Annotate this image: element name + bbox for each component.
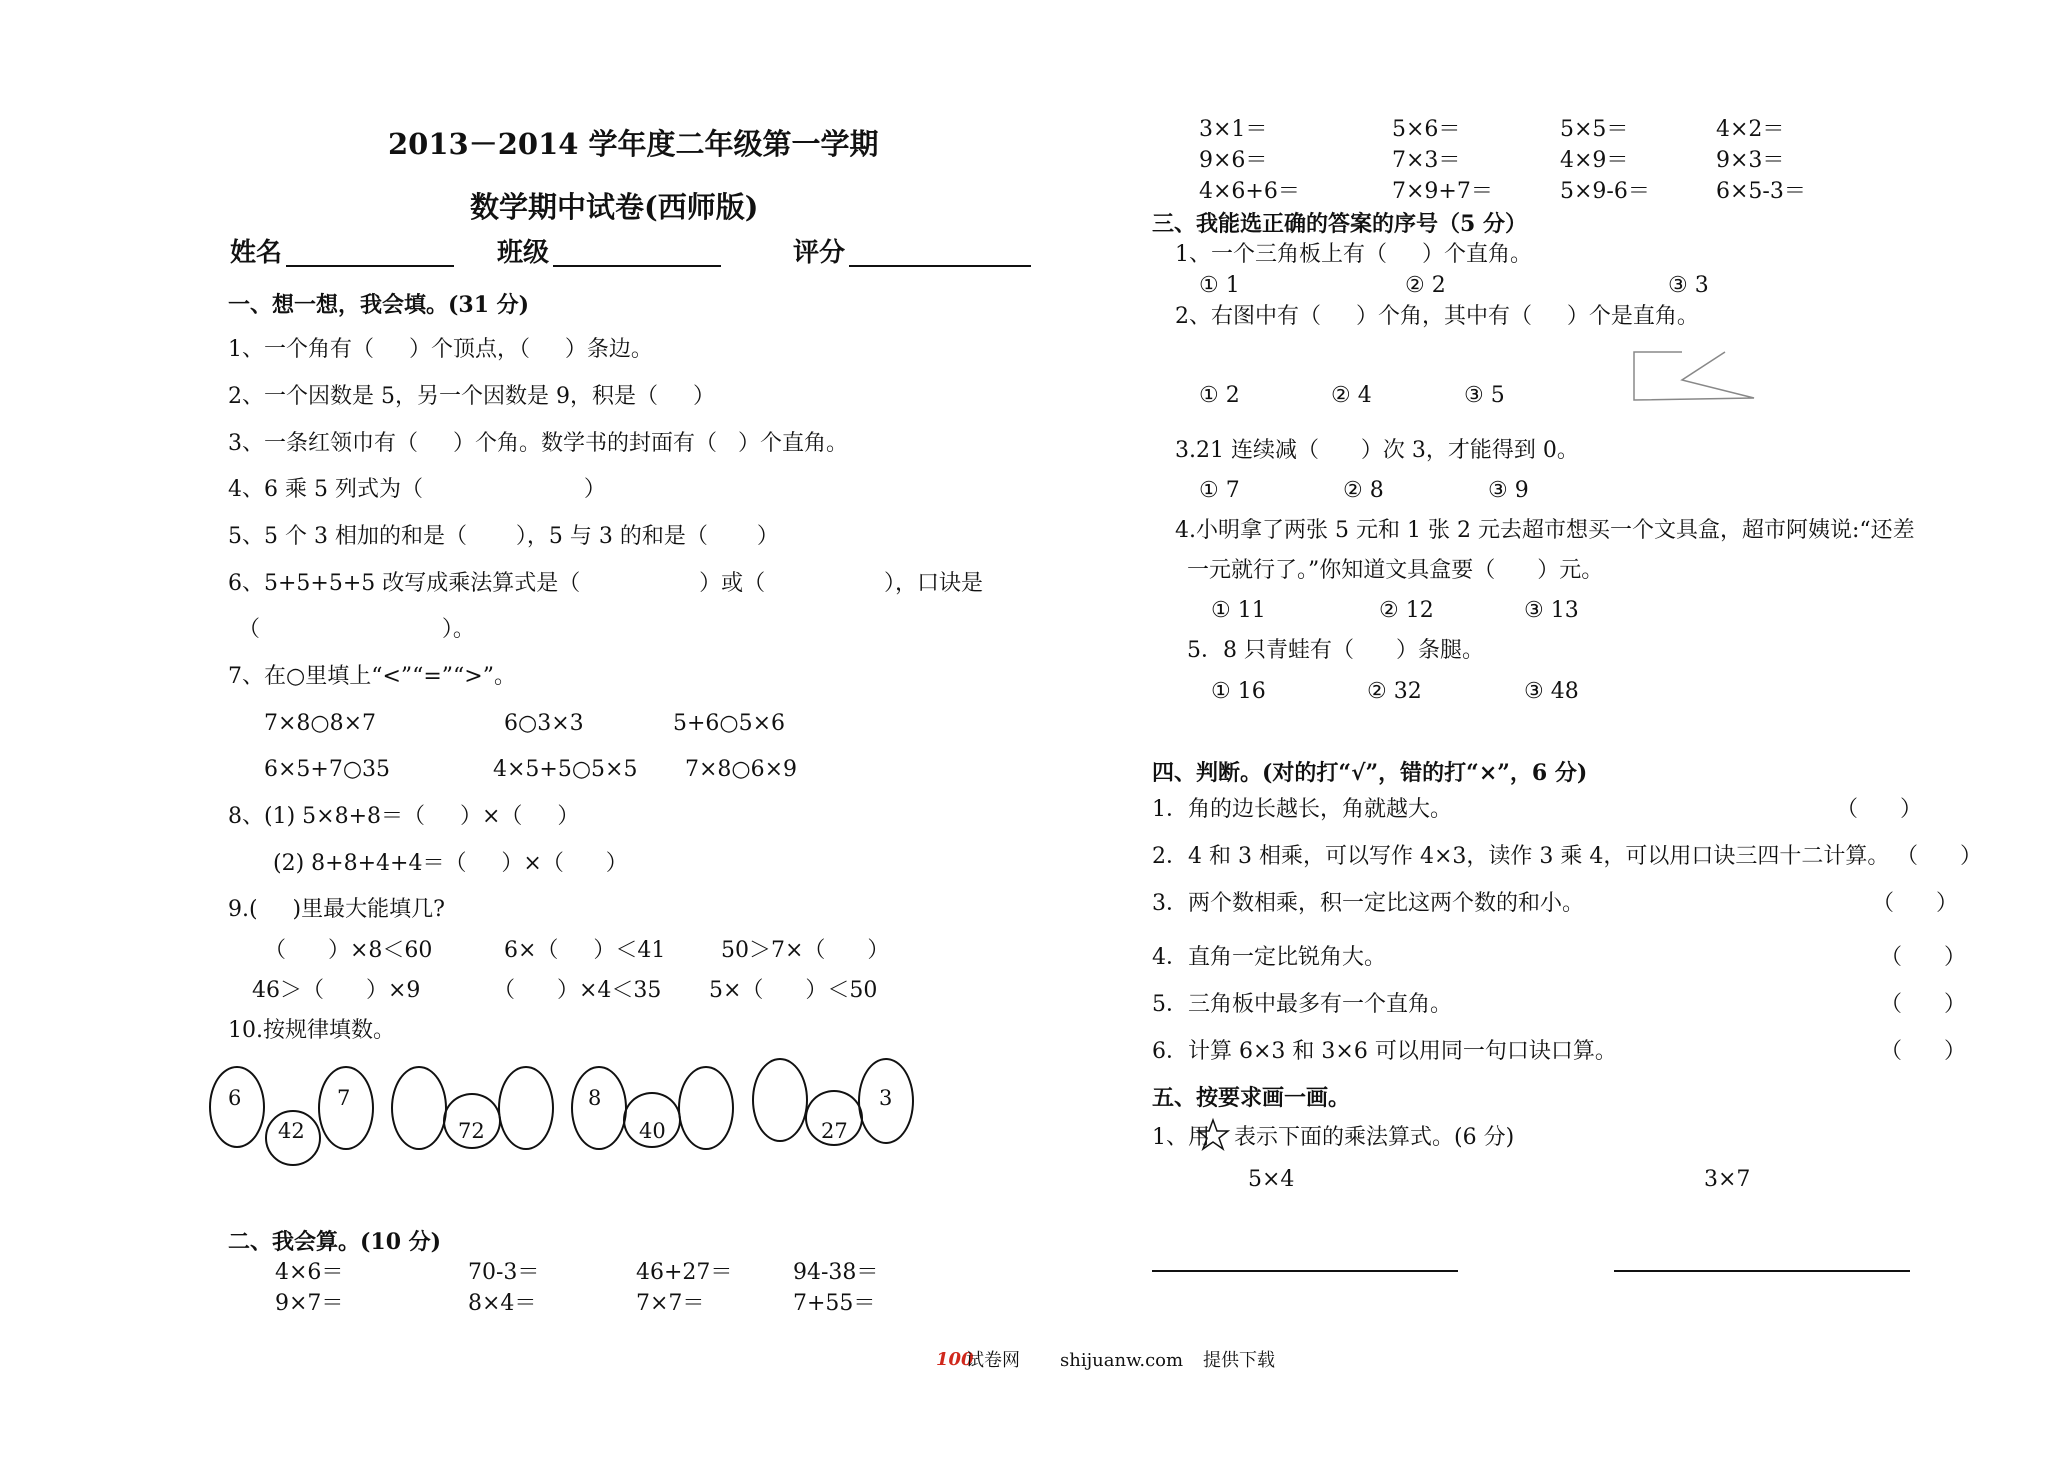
- compare-item: 6○3×3: [504, 711, 584, 736]
- judge-item: 1．角的边长越长，角就越大。: [1152, 797, 1452, 822]
- pattern-oval[interactable]: [498, 1066, 554, 1150]
- option: ① 2: [1199, 383, 1240, 408]
- compare-item: 4×5+5○5×5: [493, 757, 638, 782]
- judge-item: 6．计算 6×3 和 3×6 可以用同一句口诀口算。: [1152, 1039, 1617, 1064]
- title-line-2: 数学期中试卷(西师版): [470, 190, 759, 224]
- s5-question-1-pre: 1、用: [1152, 1125, 1210, 1150]
- score-blank[interactable]: [849, 265, 1031, 267]
- calc-item: 7×9+7＝: [1392, 179, 1493, 204]
- option: ③ 5: [1464, 383, 1505, 408]
- fill-max-item: 5×（ ）＜50: [709, 978, 878, 1003]
- draw-expression: 5×4: [1248, 1167, 1295, 1192]
- s1-question-6-cont: （ ）。: [238, 617, 475, 642]
- star-icon: [1196, 1118, 1230, 1152]
- pattern-value: 7: [337, 1086, 351, 1110]
- draw-answer-line[interactable]: [1614, 1270, 1910, 1272]
- option: ② 32: [1367, 679, 1422, 704]
- judge-item: 5．三角板中最多有一个直角。: [1152, 992, 1452, 1017]
- calc-item: 8×4＝: [468, 1291, 537, 1316]
- calc-item: 46+27＝: [636, 1260, 733, 1285]
- s3-question-4: 4.小明拿了两张 5 元和 1 张 2 元去超市想买一个文具盒，超市阿姨说:“还差: [1175, 518, 1915, 543]
- calc-item: 4×2＝: [1716, 117, 1785, 142]
- class-label: 班级: [497, 238, 550, 268]
- fill-max-item: 50＞7×（ ）: [721, 938, 890, 963]
- option: ① 11: [1211, 598, 1266, 623]
- section-5-heading: 五、按要求画一画。: [1152, 1085, 1351, 1111]
- calc-item: 9×3＝: [1716, 148, 1785, 173]
- pattern-oval[interactable]: [752, 1058, 808, 1142]
- calc-item: 5×5＝: [1560, 117, 1629, 142]
- angle-figure: [1632, 350, 1762, 402]
- s1-question-10: 10.按规律填数。: [228, 1018, 395, 1043]
- pattern-oval[interactable]: [391, 1066, 447, 1150]
- fill-max-item: （ ）×8＜60: [264, 938, 433, 963]
- calc-item: 9×7＝: [275, 1291, 344, 1316]
- judge-answer-blank[interactable]: （ ）: [1880, 945, 1966, 970]
- option: ② 8: [1343, 478, 1384, 503]
- option: ③ 13: [1524, 598, 1579, 623]
- judge-answer-blank[interactable]: （ ）: [1880, 992, 1966, 1017]
- s3-question-5: 5．8 只青蛙有（ ）条腿。: [1187, 638, 1484, 663]
- pattern-value: 42: [278, 1119, 305, 1143]
- calc-item: 6×5-3＝: [1716, 179, 1806, 204]
- calc-item: 7×3＝: [1392, 148, 1461, 173]
- section-2-heading: 二、我会算。(10 分): [228, 1229, 442, 1255]
- option: ③ 48: [1524, 679, 1579, 704]
- pattern-value: 27: [821, 1119, 848, 1143]
- option: ② 4: [1331, 383, 1372, 408]
- section-3-heading: 三、我能选正确的答案的序号（5 分）: [1152, 211, 1527, 237]
- compare-item: 7×8○6×9: [685, 757, 798, 782]
- draw-answer-line[interactable]: [1152, 1270, 1458, 1272]
- download-note: 提供下载: [1203, 1350, 1275, 1371]
- s1-question-7: 7、在○里填上“<”“=”“>”。: [228, 664, 516, 689]
- s1-question-4: 4、6 乘 5 列式为（ ）: [228, 477, 606, 502]
- s5-question-1-post: 表示下面的乘法算式。(6 分): [1234, 1125, 1515, 1150]
- name-blank[interactable]: [286, 265, 454, 267]
- title-line-1: 2013－2014 学年度二年级第一学期: [388, 127, 879, 161]
- option: ③ 9: [1488, 478, 1529, 503]
- s3-question-3: 3.21 连续减（ ）次 3，才能得到 0。: [1175, 438, 1579, 463]
- judge-answer-blank[interactable]: （ ）: [1880, 1039, 1966, 1064]
- site-url[interactable]: shijuanw.com: [1060, 1350, 1184, 1371]
- s1-question-6: 6、5+5+5+5 改写成乘法算式是（ ）或（ ），口诀是: [228, 571, 984, 596]
- s1-question-8a: 8、(1) 5×8+8＝（ ）×（ ）: [228, 804, 580, 829]
- calc-item: 3×1＝: [1199, 117, 1268, 142]
- pattern-value: 6: [228, 1086, 242, 1110]
- site-logo: 100: [936, 1349, 974, 1370]
- pattern-oval[interactable]: [678, 1066, 734, 1150]
- judge-item: 2．4 和 3 相乘，可以写作 4×3，读作 3 乘 4，可以用口诀三四十二计算。: [1152, 844, 1890, 869]
- judge-answer-blank[interactable]: （ ）: [1896, 844, 1982, 869]
- option: ① 7: [1199, 478, 1240, 503]
- calc-item: 9×6＝: [1199, 148, 1268, 173]
- pattern-value: 8: [588, 1086, 602, 1110]
- judge-answer-blank[interactable]: （ ）: [1836, 797, 1922, 822]
- judge-answer-blank[interactable]: （ ）: [1872, 891, 1958, 916]
- calc-item: 70-3＝: [468, 1260, 540, 1285]
- calc-item: 4×6+6＝: [1199, 179, 1300, 204]
- s1-question-8b: (2) 8+8+4+4＝（ ）×（ ）: [273, 851, 628, 876]
- pattern-value: 72: [458, 1119, 485, 1143]
- option: ③ 3: [1668, 273, 1709, 298]
- fill-max-item: 46＞（ ）×9: [252, 978, 421, 1003]
- option: ② 2: [1405, 273, 1446, 298]
- calc-item: 4×9＝: [1560, 148, 1629, 173]
- calc-item: 7×7＝: [636, 1291, 705, 1316]
- calc-item: 7+55＝: [793, 1291, 876, 1316]
- calc-item: 94-38＝: [793, 1260, 879, 1285]
- pattern-value: 3: [879, 1086, 893, 1110]
- calc-item: 5×6＝: [1392, 117, 1461, 142]
- s1-question-5: 5、5 个 3 相加的和是（ ），5 与 3 的和是（ ）: [228, 524, 779, 549]
- s3-question-1: 1、一个三角板上有（ ）个直角。: [1175, 242, 1532, 267]
- calc-item: 5×9-6＝: [1560, 179, 1650, 204]
- option: ② 12: [1379, 598, 1434, 623]
- draw-expression: 3×7: [1704, 1167, 1751, 1192]
- pattern-value: 40: [639, 1119, 666, 1143]
- compare-item: 5+6○5×6: [673, 711, 786, 736]
- s1-question-3: 3、一条红领巾有（ ）个角。数学书的封面有（ ）个直角。: [228, 431, 848, 456]
- calc-item: 4×6＝: [275, 1260, 344, 1285]
- fill-max-item: （ ）×4＜35: [493, 978, 662, 1003]
- s3-question-2: 2、右图中有（ ）个角，其中有（ ）个是直角。: [1175, 304, 1699, 329]
- class-blank[interactable]: [553, 265, 721, 267]
- s1-question-9: 9.( )里最大能填几?: [228, 897, 445, 922]
- compare-item: 6×5+7○35: [264, 757, 391, 782]
- s1-question-1: 1、一个角有（ ）个顶点，（ ）条边。: [228, 337, 653, 362]
- s1-question-2: 2、一个因数是 5，另一个因数是 9，积是（ ）: [228, 384, 715, 409]
- judge-item: 3．两个数相乘，积一定比这两个数的和小。: [1152, 891, 1584, 916]
- option: ① 16: [1211, 679, 1266, 704]
- score-label: 评分: [793, 238, 846, 268]
- option: ① 1: [1199, 273, 1240, 298]
- s3-question-4-cont: 一元就行了。”你知道文具盒要（ ）元。: [1187, 558, 1604, 583]
- site-logo-text: 试卷网: [966, 1350, 1020, 1371]
- section-1-heading: 一、想一想，我会填。(31 分): [228, 292, 530, 318]
- judge-item: 4．直角一定比锐角大。: [1152, 945, 1386, 970]
- compare-item: 7×8○8×7: [264, 711, 377, 736]
- section-4-heading: 四、判断。(对的打“√”，错的打“×”，6 分): [1152, 760, 1588, 786]
- fill-max-item: 6×（ ）＜41: [504, 938, 666, 963]
- name-label: 姓名: [230, 238, 283, 268]
